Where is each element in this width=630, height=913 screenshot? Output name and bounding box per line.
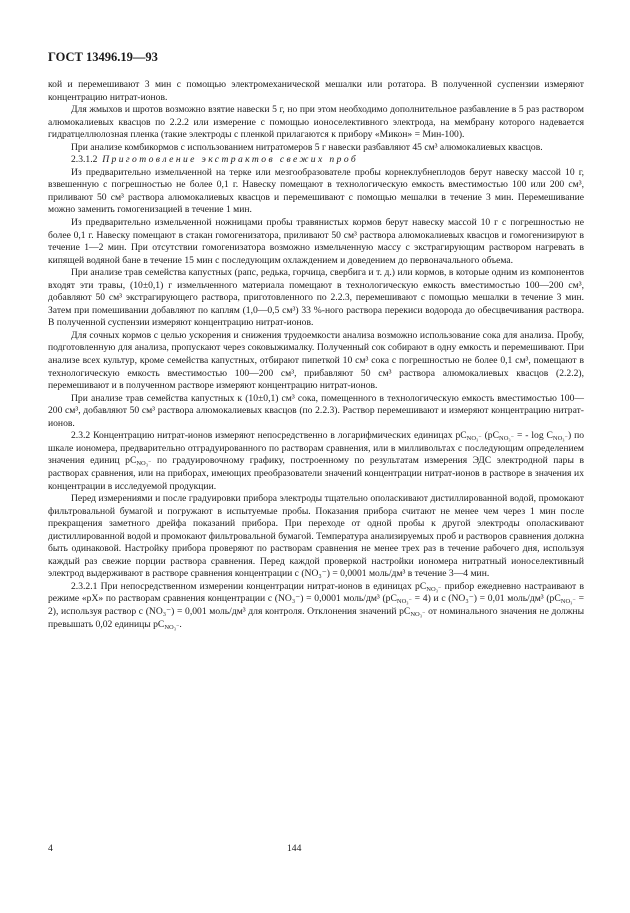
section-2-3-2: 2.3.2 Концентрацию нитрат-ионов измеряют непосредственно в логарифмических единицах $pC_{NO_3^-}$ ($pC_{NO_3^-}$ = - $\log C_{NO_3^-}$) по шкале иономера, предварительно отградуированного по растворам сравнения, или в милливольтах с последующим определением значения единиц $pC_{NO_3^-}$ по градуировочному графику, построенному по результатам измерения ЭДС электродной пары в растворах сравнения, или на приборах, имеющих преобразователи значений концентрации нитрат-ионов в растворе в значения их концентрации в исследуемой продукции. xyxy=(48,430,585,492)
body-text xyxy=(48,79,584,631)
standard-header: ГОСТ 13496.19—93 xyxy=(48,50,158,64)
paragraph-cabbage-family: При анализе трав семейства капустных (рапс, редька, горчица, свербига и т. д.) или кормов, в которые одним из компонентов входят эти травы, (10±0,1) г измельченного материала помещают в технологическую емкость вместимостью 100—200 см³, добавляют 50 см³ экстрагирующего раствора, приготовленного по 2.2.3, перемешивают с помощью мешалки в течение 3 мин. Затем при помешивании добавляют по каплям (1,0—0,5 см³) 33 %-ного раствора перекиси водорода до обесцвечивания раствора. В полученной суспензии измеряют концентрацию нитрат-ионов. xyxy=(48,267,584,329)
section-number: 2.3.1.2 xyxy=(71,154,98,166)
section-title: Приготовление экстрактов свежих проб xyxy=(102,154,359,166)
paragraph-compound-feed: При анализе комбикормов с использованием нитратомеров 5 г навески разбавляют 45 см³ алюмокалиевых квасцов. xyxy=(71,141,543,153)
paragraph-grass-feed: Из предварительно измельченной ножницами пробы травянистых кормов берут навеску массой 10 г с погрешностью не более 0,1 г. Навеску помещают в стакан гомогенизатора, приливают 50 см³ раствора алюмокалиевых квасцов и гомогенизируют в течение 1—2 мин. При отсутствии гомогенизатора возможно измельченную массу с экстрагирующим раствором нагревать в кипящей водяной бане в течение 15 мин с последующим охлаждением и доведением до первоначального объема. xyxy=(48,217,584,266)
paragraph-cabbage-juice: При анализе трав семейства капустных к (10±0,1) см³ сока, помещенного в технологическую емкость вместимостью 100—200 см³, добавляют 50 см³ раствора алюмокалиевых квасцов (по 2.2.3). Раствор перемешивают и измеряют концентрацию нитрат-ионов. xyxy=(48,392,584,429)
paragraph-measurement: Перед измерениями и после градуировки прибора электроды тщательно ополаскивают дистиллированной водой, промокают фильтровальной бумагой и погружают в испытуемые пробы. Показания прибора считают не менее чем через 1 мин после прекращения заметного дрейфа показаний прибора. При переходе от одной пробы к другой электроды ополаскивают дистиллированной водой и промокают фильтровальной бумагой. Температура анализируемых проб и растворов сравнения должна быть одинаковой. Настройку прибора проверяют по растворам сравнения не менее трех раз в течение рабочего дня, используя каждый раз свежие порции раствора сравнения. Перед каждой проверкой настройки иономера нитратный ионоселективный электрод выдерживают в растворе сравнения концентрации с (NO₃⁻) = 0,0001 моль/дм³ в течение 3—4 мин. xyxy=(48,493,584,580)
page-number-left: 4 xyxy=(48,843,53,854)
paragraph-root-crops: Из предварительно измельченной на терке или мезгообразователе пробы корнеклубнеплодов берут навеску массой 10 г, взвешенную с погрешностью не более 0,1 г. Навеску помещают в технологическую емкость вместимостью 100 или 200 см³, приливают 50 см³ раствора алюмокалиевых квасцов и перемешивают с помощью мешалки в течение 3 мин. Перемешивание можно заменить гомогенизацией в течение 1 мин. xyxy=(48,166,584,216)
paragraph-continuation: кой и перемешивают 3 мин с помощью электромеханической мешалки или ротатора. В полученной суспензии измеряют концентрацию нитрат-ионов. xyxy=(48,79,584,103)
paragraph-meal: Для жмыхов и шротов возможно взятие навески 5 г, но при этом необходимо дополнительное разбавление в 5 раз раствором алюмокалиевых квасцов по 2.2.2 или измерение с помощью ионоселективного электрода, на мембрану которого надевается гидратцеллюлозная пленка (такие электроды с пленкой прилагаются к прибору «Микон» = Мин-100). xyxy=(48,104,584,141)
paragraph-juicy-feed: Для сочных кормов с целью ускорения и снижения трудоемкости анализа возможно использование сока для анализа. Пробу, подготовленную для анализа, пропускают через соковыжималку. Полученный сок собирают в одну емкость и перемешивают. При анализе всех культур, кроме семейства капустных, отбирают пипеткой 10 см³ сока с погрешностью не более 0,1 см³, помещают в технологическую емкость вместимостью 100—200 см³, прибавляют 50 см³ раствора алюмокалиевых квасцов (2.2.2), перемешивают и в полученном растворе измеряют концентрацию нитрат-ионов. xyxy=(48,329,584,392)
page-number-center: 144 xyxy=(287,843,302,854)
section-2-3-1-2-heading xyxy=(48,154,584,167)
section-2-3-2-1: 2.3.2.1 При непосредственном измерении концентрации нитрат-ионов в единицах $pC_{NO_3^-}$ прибор ежедневно настраивают в режиме «pX» по растворам сравнения концентрации c (NO₃⁻) = 0,0001 моль/дм³ $(pC_{NO_3^-} = 4)$ и c (NO₃⁻) = 0,01 моль/дм³ $(pC_{NO_3^-} = 2)$, используя раствор c (NO₃⁻) = 0,001 моль/дм³ для контроля. Отклонения значений $pC_{NO_3^-}$ от номинального значения не должны превышать 0,02 единицы $pC_{NO_3^-}$. xyxy=(48,580,585,631)
